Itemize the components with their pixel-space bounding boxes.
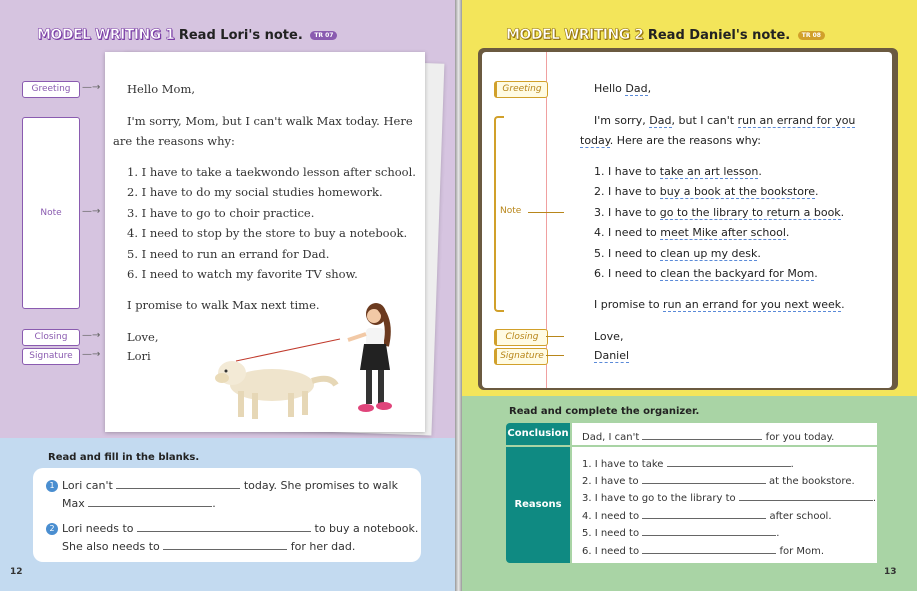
model-writing-1-instruction: Read Lori's note. <box>178 28 303 43</box>
label-note: Note <box>22 117 80 309</box>
reason-2: 2. I have to at the bookstore. <box>582 473 855 487</box>
note-greeting: Hello Dad, <box>594 82 652 95</box>
label-greeting: Greeting <box>494 81 548 98</box>
model-writing-2-badge: MODEL WRITING 2 <box>506 27 644 43</box>
note-intro-line1: I'm sorry, Dad, but I can't run an errand for you <box>594 114 856 127</box>
note-closing: Love, <box>594 330 624 343</box>
note-intro-line2: today. Here are the reasons why: <box>580 134 761 147</box>
note-reason: 2. I have to do my social studies homework. <box>127 185 383 199</box>
note-promise: I promise to run an errand for you next week. <box>594 298 845 311</box>
note-reason: 1. I have to take an art lesson. <box>594 165 762 178</box>
model-writing-1-badge: MODEL WRITING 1 <box>37 27 175 43</box>
note-reason: 6. I need to watch my favorite TV show. <box>127 267 358 281</box>
label-closing: Closing <box>22 329 80 346</box>
signature-leader-line <box>546 355 564 356</box>
note-intro-line2: are the reasons why: <box>113 134 235 148</box>
conclusion-label: Conclusion <box>506 423 570 445</box>
organizer-title: Read and complete the organizer. <box>509 406 700 417</box>
reason-3: 3. I have to go to the library to . <box>582 490 876 504</box>
reason-1: 1. I have to take . <box>582 456 794 470</box>
arrow-icon: —→ <box>82 349 101 360</box>
blank-input[interactable] <box>739 490 873 501</box>
question-2-line-1: 2 Lori needs to to buy a notebook. <box>46 521 418 535</box>
conclusion-text: Dad, I can't for you today. <box>582 429 834 443</box>
blank-input[interactable] <box>642 473 766 484</box>
blank-input[interactable] <box>88 496 212 507</box>
audio-track-badge[interactable]: TR 07 <box>310 31 337 40</box>
question-number-badge: 1 <box>46 480 58 492</box>
blank-input[interactable] <box>642 508 766 519</box>
note-reason: 4. I need to stop by the store to buy a notebook. <box>127 226 408 240</box>
page-number-right: 13 <box>884 567 897 577</box>
model-writing-2-instruction: Read Daniel's note. <box>647 28 791 43</box>
reason-5: 5. I need to . <box>582 525 779 539</box>
note-signature: Daniel <box>594 349 630 362</box>
reason-4: 4. I need to after school. <box>582 508 832 522</box>
model-writing-2-header <box>506 27 825 43</box>
reasons-label: Reasons <box>506 447 570 563</box>
note-signature: Lori <box>127 349 151 363</box>
question-2-line-2: She also needs to for her dad. <box>62 540 356 553</box>
label-greeting: Greeting <box>22 81 80 98</box>
arrow-icon: —→ <box>82 82 101 93</box>
blank-input[interactable] <box>642 543 776 554</box>
blank-input[interactable] <box>137 521 311 532</box>
label-signature: Signature <box>22 348 80 365</box>
note-reason: 3. I have to go to choir practice. <box>127 206 315 220</box>
reason-6: 6. I need to for Mom. <box>582 543 824 557</box>
page-number-left: 12 <box>10 567 23 577</box>
question-1-line-2: Max . <box>62 497 216 510</box>
note-reason: 1. I have to take a taekwondo lesson after school. <box>127 165 416 179</box>
blank-input[interactable] <box>642 429 762 440</box>
note-reason: 2. I have to buy a book at the bookstore. <box>594 185 819 198</box>
leash-line <box>232 335 342 365</box>
girl-illustration <box>338 300 408 420</box>
note-reason: 6. I need to clean the backyard for Mom. <box>594 267 818 280</box>
label-closing: Closing <box>494 329 548 346</box>
blank-input[interactable] <box>116 478 240 489</box>
question-number-badge: 2 <box>46 523 58 535</box>
model-writing-1-header <box>37 27 337 43</box>
label-signature: Signature <box>494 348 548 365</box>
note-reason: 5. I need to clean up my desk. <box>594 247 761 260</box>
note-leader-line <box>528 212 564 213</box>
audio-track-badge[interactable]: TR 08 <box>798 31 825 40</box>
note-reason: 5. I need to run an errand for Dad. <box>127 247 330 261</box>
note-intro-line1: I'm sorry, Mom, but I can't walk Max today. Here <box>127 114 413 128</box>
label-note: Note <box>500 206 522 216</box>
book-gutter <box>455 0 462 591</box>
fill-blanks-title: Read and fill in the blanks. <box>48 452 200 463</box>
question-1-line-1: 1 Lori can't today. She promises to walk <box>46 478 398 492</box>
note-reason: 3. I have to go to the library to return a book. <box>594 206 845 219</box>
note-greeting: Hello Mom, <box>127 82 196 96</box>
note-promise: I promise to walk Max next time. <box>127 298 320 312</box>
arrow-icon: —→ <box>82 206 101 217</box>
note-reason: 4. I need to meet Mike after school. <box>594 226 790 239</box>
blank-input[interactable] <box>642 525 776 536</box>
arrow-icon: —→ <box>82 330 101 341</box>
note-closing: Love, <box>127 330 159 344</box>
blank-input[interactable] <box>667 456 791 467</box>
closing-leader-line <box>546 336 564 337</box>
blank-input[interactable] <box>163 539 287 550</box>
